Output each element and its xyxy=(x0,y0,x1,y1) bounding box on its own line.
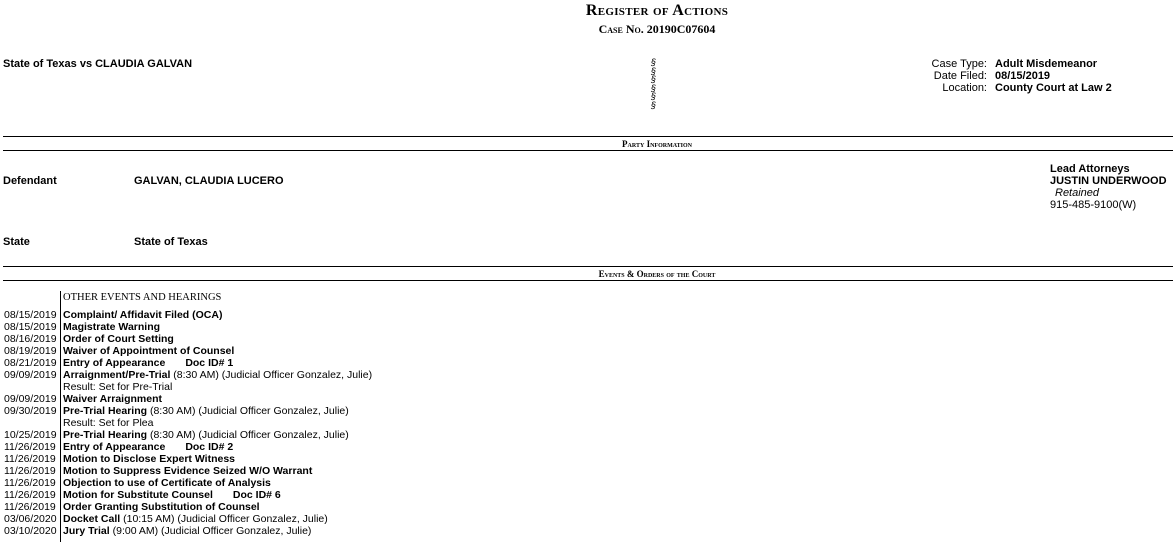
divider xyxy=(3,280,1173,281)
event-entry xyxy=(63,405,349,417)
event-detail: (9:00 AM) (Judicial Officer Gonzalez, Julie) xyxy=(109,525,312,537)
event-entry xyxy=(63,489,281,501)
event-date: 11/26/2019 xyxy=(4,477,56,489)
event-date: 11/26/2019 xyxy=(4,489,56,501)
event-date: 03/06/2020 xyxy=(4,513,57,525)
event-entry xyxy=(63,345,234,357)
event-date: 08/16/2019 xyxy=(4,333,57,345)
event-result: Result: Set for Plea xyxy=(63,417,154,429)
event-entry xyxy=(63,393,162,405)
attorney-phone: 915-485-9100(W) xyxy=(1050,199,1137,211)
state-role: State xyxy=(3,236,30,248)
event-title[interactable]: Objection to use of Certificate of Analysis xyxy=(63,477,271,489)
events-heading: Events & Orders of the Court xyxy=(598,269,716,279)
event-entry xyxy=(63,465,312,477)
event-date: 11/26/2019 xyxy=(4,501,56,513)
event-row xyxy=(4,501,1164,513)
event-row xyxy=(4,489,1164,501)
event-title[interactable]: Jury Trial xyxy=(63,525,110,537)
event-title[interactable]: Order of Court Setting xyxy=(63,333,174,345)
case-type-label: Case Type: xyxy=(931,58,987,70)
event-title[interactable]: Arraignment/Pre-Trial xyxy=(63,369,171,381)
event-row xyxy=(4,525,1164,537)
event-date: 11/26/2019 xyxy=(4,453,56,465)
event-row xyxy=(4,513,1164,525)
divider xyxy=(3,136,1173,137)
case-number: Case No. 20190C07604 xyxy=(598,22,716,36)
event-row xyxy=(4,453,1164,465)
state-name: State of Texas xyxy=(134,236,208,248)
event-detail: (8:30 AM) (Judicial Officer Gonzalez, Julie) xyxy=(170,369,373,381)
event-date: 09/09/2019 xyxy=(4,369,57,381)
event-date: 10/25/2019 xyxy=(4,429,57,441)
event-entry xyxy=(63,357,233,369)
event-title[interactable]: Pre-Trial Hearing xyxy=(63,405,148,417)
location-label: Location: xyxy=(942,82,987,94)
section-marks: §§§§§§ xyxy=(651,57,657,110)
page-title: Register of Actions xyxy=(585,2,729,19)
divider xyxy=(3,150,1173,151)
event-title[interactable]: Docket Call xyxy=(63,513,121,525)
event-detail: (8:30 AM) (Judicial Officer Gonzalez, Julie) xyxy=(147,429,349,441)
event-entry xyxy=(63,453,235,465)
event-title[interactable]: Complaint/ Affidavit Filed (OCA) xyxy=(63,309,223,321)
event-row xyxy=(4,369,1164,381)
event-doc-id: Doc ID# 1 xyxy=(185,357,234,369)
event-entry xyxy=(63,333,174,345)
divider xyxy=(3,266,1173,267)
attorney-name: JUSTIN UNDERWOOD xyxy=(1050,175,1167,187)
event-title[interactable]: Waiver Arraignment xyxy=(63,393,162,405)
event-row xyxy=(4,477,1164,489)
event-date: 08/19/2019 xyxy=(4,345,57,357)
event-row xyxy=(4,321,1164,333)
event-entry xyxy=(63,441,233,453)
event-title[interactable]: Motion for Substitute Counsel xyxy=(63,489,213,501)
event-title[interactable]: Entry of Appearance xyxy=(63,441,166,453)
event-result-row xyxy=(4,381,1164,393)
defendant-name: GALVAN, CLAUDIA LUCERO xyxy=(134,175,284,187)
event-date: 09/30/2019 xyxy=(4,405,57,417)
event-date: 08/15/2019 xyxy=(4,321,57,333)
event-result-row xyxy=(4,417,1164,429)
event-title[interactable]: Waiver of Appointment of Counsel xyxy=(63,345,235,357)
event-row xyxy=(4,393,1164,405)
case-style: State of Texas vs CLAUDIA GALVAN xyxy=(3,58,193,70)
event-detail: (8:30 AM) (Judicial Officer Gonzalez, Julie) xyxy=(147,405,349,417)
event-date: 03/10/2020 xyxy=(4,525,57,537)
event-date: 08/15/2019 xyxy=(4,309,57,321)
event-entry xyxy=(63,513,328,525)
event-title[interactable]: Motion to Suppress Evidence Seized W/O Warrant xyxy=(63,465,313,477)
date-filed-label: Date Filed: xyxy=(933,70,987,82)
lead-attorneys-label: Lead Attorneys xyxy=(1050,163,1130,175)
events-subheading: OTHER EVENTS AND HEARINGS xyxy=(63,292,222,303)
event-date: 11/26/2019 xyxy=(4,465,56,477)
event-row xyxy=(4,405,1164,417)
case-type-value: Adult Misdemeanor xyxy=(995,58,1098,70)
attorney-status: Retained xyxy=(1055,187,1100,199)
event-row xyxy=(4,429,1164,441)
event-row xyxy=(4,309,1164,321)
event-row xyxy=(4,465,1164,477)
event-entry xyxy=(63,429,349,441)
event-result: Result: Set for Pre-Trial xyxy=(63,381,173,393)
party-information-heading: Party Information xyxy=(622,139,692,149)
event-entry xyxy=(63,501,260,513)
events-list xyxy=(4,309,1164,537)
event-entry xyxy=(63,525,311,537)
event-entry xyxy=(63,369,372,381)
event-date: 08/21/2019 xyxy=(4,357,57,369)
defendant-role: Defendant xyxy=(3,175,57,187)
event-title[interactable]: Motion to Disclose Expert Witness xyxy=(63,453,236,465)
date-filed-value: 08/15/2019 xyxy=(995,70,1051,82)
event-title[interactable]: Magistrate Warning xyxy=(63,321,161,333)
event-title[interactable]: Entry of Appearance xyxy=(63,357,166,369)
event-entry xyxy=(63,477,271,489)
event-title[interactable]: Pre-Trial Hearing xyxy=(63,429,148,441)
event-entry xyxy=(63,309,222,321)
event-title[interactable]: Order Granting Substitution of Counsel xyxy=(63,501,260,513)
event-detail: (10:15 AM) (Judicial Officer Gonzalez, Julie) xyxy=(120,513,328,525)
event-row xyxy=(4,345,1164,357)
event-date: 11/26/2019 xyxy=(4,441,56,453)
event-date: 09/09/2019 xyxy=(4,393,57,405)
event-entry xyxy=(63,321,160,333)
event-doc-id: Doc ID# 2 xyxy=(185,441,234,453)
event-row xyxy=(4,357,1164,369)
event-row xyxy=(4,333,1164,345)
event-row xyxy=(4,441,1164,453)
event-doc-id: Doc ID# 6 xyxy=(232,489,281,501)
location-value: County Court at Law 2 xyxy=(995,82,1112,94)
